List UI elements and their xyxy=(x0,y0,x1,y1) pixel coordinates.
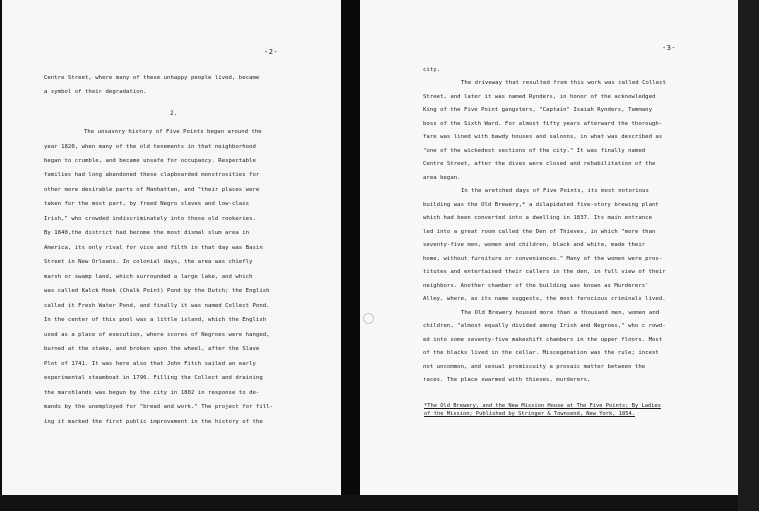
text-line: began to crumble, and became unsafe for occupancy. Respectable xyxy=(44,158,256,164)
text-line: mands by the unemployed for "bread and work." The project for fill- xyxy=(44,404,273,410)
text-line: called it Fresh Water Pond, and finally it was named Collect Pond. xyxy=(44,303,270,309)
text-line: America, its only rival for vice and filth in that day was Basin xyxy=(44,245,263,251)
text-line: Centre Street, after the dives were closed and rehabilitation of the xyxy=(423,161,656,167)
text-line: titutes and entertained their callers in the den, in full view of their xyxy=(423,269,666,275)
text-line: Irish," who crowded indiscriminately into these old rookeries. xyxy=(44,216,256,222)
text-line: used as a place of execution, where scores of Negroes were hanged, xyxy=(44,332,270,338)
text-line: building was the Old Brewery,* a dilapidated five-story brewing plant xyxy=(423,202,659,208)
text-line: families had long abandoned these clapboarded monstrosities for xyxy=(44,172,260,178)
text-line: a symbol of their degradation. xyxy=(44,89,147,95)
text-line: In the wretched days of Five Points, its most notorious xyxy=(461,188,649,194)
text-line: year 1820, when many of the old tenements in that neighborhood xyxy=(44,144,256,150)
text-line: By 1840,the district had become the most dismal slum area in xyxy=(44,230,250,236)
page-number: -3- xyxy=(662,44,677,52)
text-line: home, without furniture or conveniences." Many of the women were pros- xyxy=(423,256,663,262)
text-line: "one of the wickedest sections of the city." It was finally named xyxy=(423,148,646,154)
text-line: The unsavory history of Five Points began around the xyxy=(84,129,262,135)
text-line: fare was lined with bawdy houses and saloons, in what was described as xyxy=(423,134,663,140)
text-line: taken for the most part, by freed Negro slaves and low-class xyxy=(44,201,250,207)
footnote-line: of the Mission; Published by Stringer & Townsend, New York, 1854. xyxy=(424,411,635,417)
text-line: which had been converted into a dwelling in 1837. Its main entrance xyxy=(423,215,652,221)
text-line: children, "almost equally divided among Irish and Negroes," who c rowd- xyxy=(423,323,666,329)
section-number: 2. xyxy=(170,110,178,117)
text-line: experimental steamboat in 1796. Filling the Collect and draining xyxy=(44,375,263,381)
text-line: The driveway that resulted from this work was called Collect xyxy=(461,80,667,86)
text-line: city. xyxy=(423,67,441,73)
text-line: ed into some seventy-five makeshift chambers in the upper floors. Most xyxy=(423,337,663,343)
text-line: Centre Street, where many of these unhappy people lived, became xyxy=(44,75,260,81)
text-line: ing it marked the first public improvement in the history of the xyxy=(44,419,263,425)
page-shadow xyxy=(0,495,759,511)
text-line: neighbors. Another chamber of the building was known as Murderers' xyxy=(423,283,649,289)
scan-edge xyxy=(738,0,759,511)
left-page xyxy=(2,0,341,495)
text-line: led into a great room called the Den of Thieves, in which "more than xyxy=(423,229,656,235)
text-line: In the center of this pool was a little island, which the English xyxy=(44,317,267,323)
text-line: burned at the stake, and broken upon the wheel, after the Slave xyxy=(44,346,260,352)
text-line: other more desirable parts of Manhattan, and "their places were xyxy=(44,187,260,193)
page-number: -2- xyxy=(264,48,279,56)
text-line: Alley, where, as its name suggests, the most ferocious criminals lived. xyxy=(423,296,666,302)
text-line: boss of the Sixth Ward. For almost fifty years afterward the thorough- xyxy=(423,121,663,127)
text-line: the marshlands was begun by the city in 1802 in response to de- xyxy=(44,390,260,396)
footnote-line: *The Old Brewery, and the New Mission House at The Five Points; By Ladies xyxy=(424,403,661,409)
right-page xyxy=(360,0,738,495)
text-line: Plot of 1741. It was here also that John Fitch sailed an early xyxy=(44,361,256,367)
text-line: marsh or swamp land, which surrounded a large lake, and which xyxy=(44,274,253,280)
binder-hole xyxy=(363,313,374,324)
text-line: Street in New Orleans. In colonial days, the area was chiefly xyxy=(44,259,253,265)
text-line: King of the Five Point gangsters, "Captain" Isaiah Rynders, Tammany xyxy=(423,107,652,113)
text-line: races. The place swarmed with thieves, murderers, xyxy=(423,377,591,383)
text-line: Street, and later it was named Rynders, in honor of the acknowledged xyxy=(423,94,656,100)
text-line: not uncommon, and sexual promiscuity a prosaic matter between the xyxy=(423,364,646,370)
text-line: was called Kalck Hoek (Chalk Point) Pond by the Dutch; the English xyxy=(44,288,270,294)
text-line: area began. xyxy=(423,175,461,181)
text-line: seventy-five men, women and children, black and white, made their xyxy=(423,242,646,248)
page-gutter xyxy=(341,0,360,511)
text-line: of the blacks lived in the cellar. Miscegenation was the rule; incest xyxy=(423,350,659,356)
text-line: The Old Brewery housed more than a thousand men, women and xyxy=(461,310,660,316)
